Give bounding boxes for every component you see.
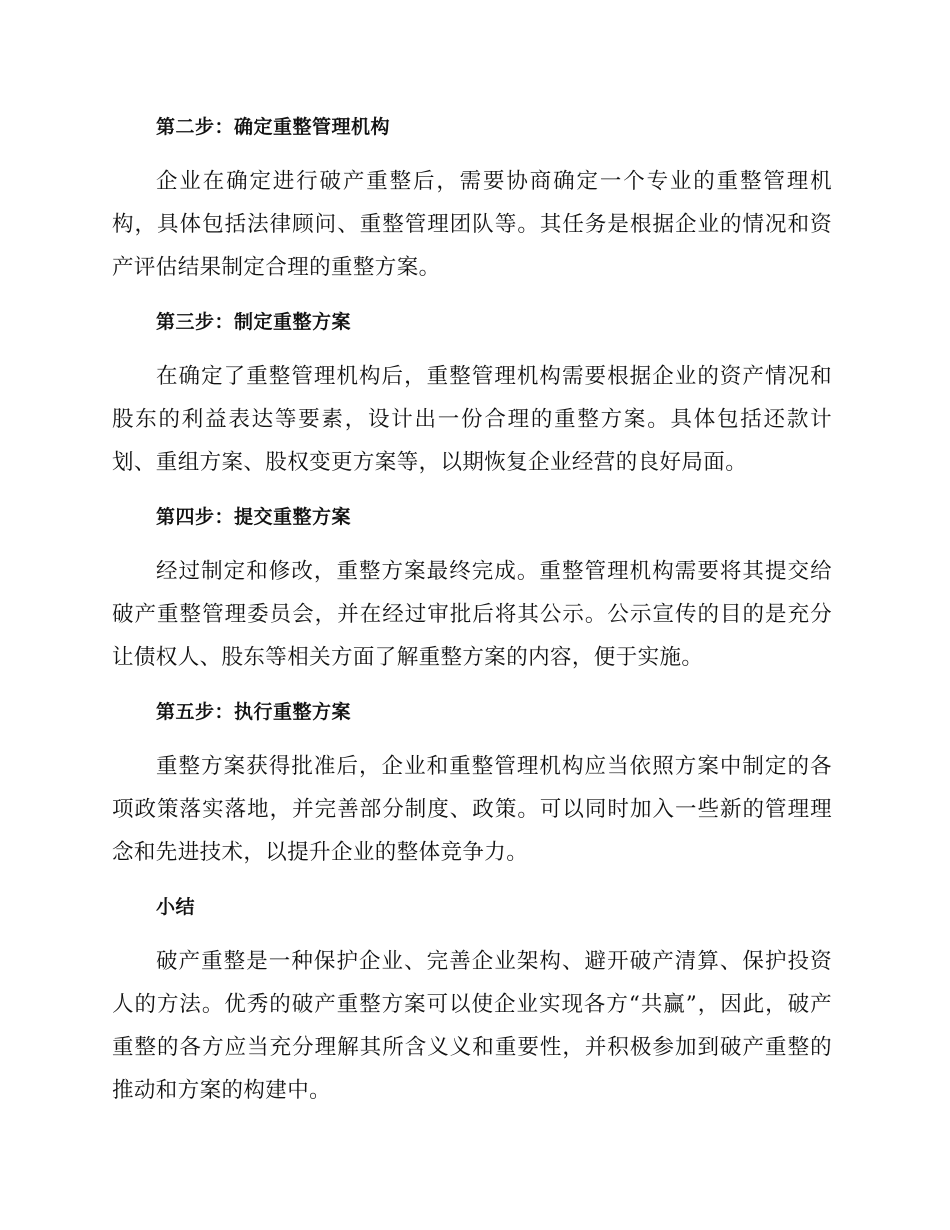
section-heading-step-5: 第五步：执行重整方案 [156,701,352,723]
section-heading-summary: 小结 [156,896,196,918]
section-body-step-3: 在确定了重整管理机构后，重整管理机构需要根据企业的资产情况和股东的利益表达等要素，设计出一份合理的重整方案。具体包括还款计划、重组方案、股权变更方案等，以期恢复企业经营的良好局面。 [112,364,832,475]
section-body-step-5: 重整方案获得批准后，企业和重整管理机构应当依照方案中制定的各项政策落实落地，并完善部分制度、政策。可以同时加入一些新的管理理念和先进技术，以提升企业的整体竞争力。 [112,754,832,865]
section-heading-step-2: 第二步：确定重整管理机构 [156,116,391,138]
section-body-step-2: 企业在确定进行破产重整后，需要协商确定一个专业的重整管理机构，具体包括法律顾问、重整管理团队等。其任务是根据企业的情况和资产评估结果制定合理的重整方案。 [112,169,832,280]
section-body-step-4: 经过制定和修改，重整方案最终完成。重整管理机构需要将其提交给破产重整管理委员会，并在经过审批后将其公示。公示宣传的目的是充分让债权人、股东等相关方面了解重整方案的内容，便于实施。 [112,559,832,670]
section-heading-step-4: 第四步：提交重整方案 [156,506,352,528]
document-content [112,108,832,1126]
section-body-summary: 破产重整是一种保护企业、完善企业架构、避开破产清算、保护投资人的方法。优秀的破产重整方案可以使企业实现各方“共赢”，因此，破产重整的各方应当充分理解其所含义义和重要性，并积极参加到破产重整的推动和方案的构建中。 [112,949,832,1103]
section-heading-step-3: 第三步：制定重整方案 [156,311,352,333]
